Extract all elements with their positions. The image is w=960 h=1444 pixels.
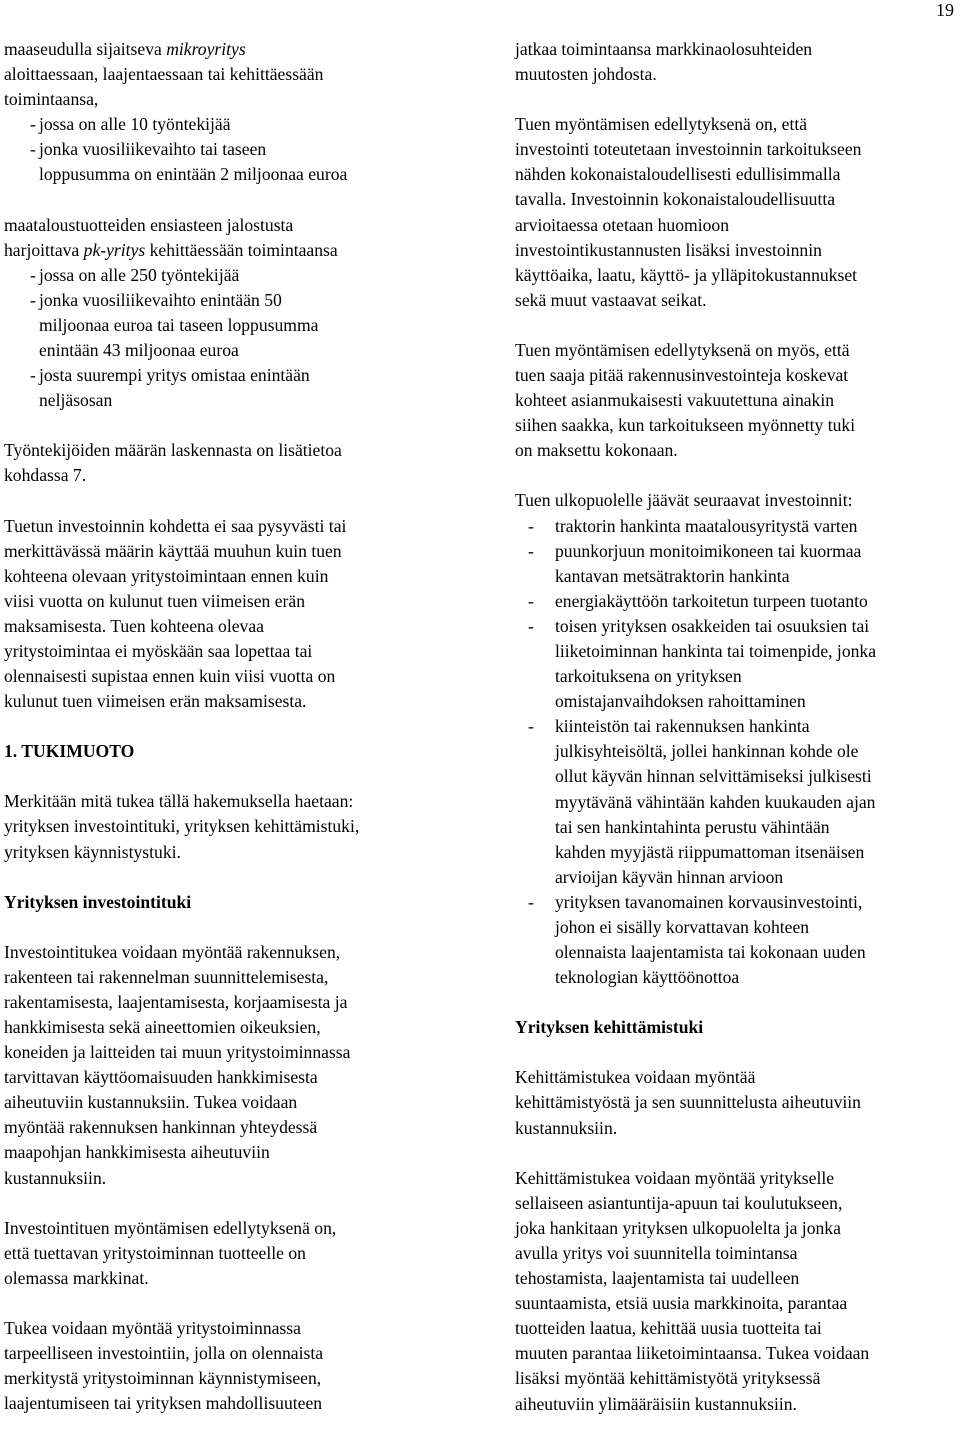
text-line: tehostamista, laajentamista tai uudelleen [515,1268,800,1289]
text-line: on maksettu kokonaan. [515,440,678,461]
text-line: Tuen myöntämisen edellytyksenä on, että [515,114,808,135]
text-line: sellaiseen asiantuntija-apuun tai koulutukseen, [515,1192,843,1213]
criteria-dash-item: - jossa on alle 10 työntekijää [4,112,474,137]
excluded-item-cont: myytävänä vähintään kahden kuukauden ajan [555,791,876,812]
text-line: kehittämistyöstä ja sen suunnittelusta aiheutuviin [515,1092,861,1113]
text-line: muuten parantaa liiketoimintaansa. Tukea voidaan [515,1343,870,1364]
text-line: Kehittämistukea voidaan myöntää [515,1067,756,1088]
criteria-dash-item-cont: miljoonaa euroa tai taseen loppusumma [39,314,319,335]
excluded-item-cont: johon ei sisälly korvattavan kohteen [555,917,810,937]
text-line: kulunut tuen viimeisen erän maksamisesta. [4,691,307,712]
text-line: Kehittämistukea voidaan myöntää yritykselle [515,1167,835,1188]
heading-tukimuoto: 1. TUKIMUOTO [4,741,135,762]
text-line: joka hankitaan yrityksen ulkopuolelta ja jonka [515,1217,841,1238]
text-line: tarpeelliseen investointiin, jolla on olennaista [4,1343,324,1364]
text-line: myöntää rakennuksen hankinnan yhteydessä [4,1117,318,1138]
text-line: tavalla. Investoinnin kokonaistaloudellisuutta [515,189,836,210]
usage-paragraph [4,514,474,715]
criteria-line: maataloustuotteiden ensiasteen jalostusta [4,214,294,235]
text-line: Tuetun investoinnin kohdetta ei saa pysyvästi tai [4,515,347,536]
criteria-dash-item: - jonka vuosiliikevaihto tai taseen [4,137,474,162]
text-line: tuen saaja pitää rakennusinvestointeja koskevat [515,365,849,386]
text-line: Tukea voidaan myöntää yritystoiminnassa [4,1317,301,1338]
criteria-line: aloittaessaan, laajentaessaan tai kehittäessään [4,64,324,85]
continuation-paragraph [515,37,960,87]
excluded-item: - yrityksen tavanomainen korvausinvestointi, [515,890,960,915]
text: maaseudulla sijaitseva [4,39,167,59]
text-line: Työntekijöiden määrän laskennasta on lisätietoa [4,440,342,461]
text-line: avulla yritys voi suunnitella toimintansa [515,1242,798,1263]
excluded-item-cont: teknologian käyttöönottoa [555,967,740,988]
criteria-dash-item-cont: loppusumma on enintään 2 miljoonaa euroa [39,164,348,185]
term-pk-yritys: pk-yritys [83,239,146,260]
text-line: muutosten johdosta. [515,64,657,85]
excluded-item: - energiakäyttöön tarkoitetun turpeen tuotanto [515,589,960,614]
excluded-item: - traktorin hankinta maatalousyritystä varten [515,514,960,539]
investment-condition-paragraph [4,1216,474,1291]
term-mikroyritys: mikroyritys [166,39,246,59]
text-line: koneiden ja laitteiden tai muun yritystoiminnassa [4,1042,351,1063]
criteria-line [4,37,474,62]
development-aid-paragraph-2 [515,1166,960,1417]
excluded-item-cont: julkisyhteisöltä, jollei hankinnan kohde ole [555,741,859,762]
micro-company-criteria [4,37,474,188]
excluded-item-cont: ollut käyvän hinnan selvittämiseksi julkisesti [555,766,872,787]
text-line: maksamisesta. Tuen kohteena olevaa [4,615,264,636]
staff-count-paragraph [4,438,474,488]
text-line: kustannuksiin. [4,1167,107,1188]
text-line: hankkimisesta sekä aineettomien oikeuksien, [4,1017,321,1037]
excluded-item: - toisen yrityksen osakkeiden tai osuuksien tai [515,614,960,639]
excluded-item-cont: olennaista laajentamista tai kokonaan uuden [555,942,866,963]
text-line: viisi vuotta on kulunut tuen viimeisen erän [4,590,306,611]
text-line: olennaisesti supistaa ennen kuin viisi vuotta on [4,666,336,687]
text: harjoittava [4,239,84,260]
excluded-item-cont: tarkoituksena on yrityksen [555,666,742,687]
investment-significance-paragraph [4,1316,474,1416]
excluded-item-cont: omistajanvaihdoksen rahoittaminen [555,691,806,712]
text-line: investointi toteutetaan investoinnin tarkoitukseen [515,139,862,160]
text-line: yrityksen käynnistystuki. [4,841,181,862]
criteria-line [4,238,474,263]
tukimuoto-paragraph [4,789,474,864]
text: kehittäessään toimintaansa [145,239,338,260]
text-line: Investointitukea voidaan myöntää rakennuksen, [4,941,341,962]
text-line: Investointituen myöntämisen edellytyksenä on, [4,1217,337,1238]
text-line: Tuen myöntämisen edellytyksenä on myös, että [515,339,850,360]
text-line: siihen saakka, kun tarkoitukseen myönnetty tuki [515,415,856,436]
development-aid-paragraph-1 [515,1065,960,1140]
text-line: aiheutuviin ylimääräisiin kustannuksiin. [515,1393,797,1414]
excluded-item-cont: tai sen hankintahinta perustu vähintään [555,816,830,837]
excluded-investments-list [515,488,960,990]
text-line: maapohjan hankkimisesta aiheutuviin [4,1142,270,1163]
excluded-item-cont: kantavan metsätraktorin hankinta [555,565,790,586]
cost-effectiveness-paragraph [515,112,960,313]
criteria-dash-item: - jossa on alle 250 työntekijää [4,263,474,288]
criteria-dash-item-cont: enintään 43 miljoonaa euroa [39,340,239,361]
text-line: sekä muut vastaavat seikat. [515,289,707,310]
text-line: arvioitaessa otetaan huomioon [515,214,729,235]
text-line: lisäksi myöntää kehittämistyötä yrityksessä [515,1368,821,1389]
text-line: yritystoimintaa ei myöskään saa lopettaa tai [4,640,313,661]
criteria-dash-item: - josta suurempi yritys omistaa enintään [4,363,474,388]
text-line: kustannuksiin. [515,1117,618,1138]
text-line: merkitystä yritystoiminnan käynnistymiseen, [4,1368,322,1389]
text-line: suuntaamista, etsiä uusia markkinoita, parantaa [515,1293,848,1314]
text-line: että tuettavan yritystoiminnan tuotteelle on [4,1242,306,1263]
text-line: kohdassa 7. [4,465,87,486]
pk-company-criteria [4,213,474,414]
page-number: 19 [936,0,954,20]
text-line: käyttöaika, laatu, käyttö- ja ylläpitokustannukset [515,264,858,285]
excluded-item: - puunkorjuun monitoimikoneen tai kuormaa [515,539,960,564]
text-line: olemassa markkinat. [4,1267,149,1288]
text-line: rakenteen tai rakennelman suunnittelemisesta, [4,966,329,987]
heading-investment-aid: Yrityksen investointituki [4,891,192,912]
text-line: investointikustannusten lisäksi investoinnin [515,239,822,260]
right-column [515,37,960,1442]
excluded-item-cont: arvioijan käyvän hinnan arvioon [555,866,784,887]
text-line: aiheutuviin kustannuksiin. Tukea voidaan [4,1092,298,1113]
left-column [4,37,474,1441]
excluded-item-cont: liiketoiminnan hankinta tai toimenpide, jonka [555,640,877,661]
criteria-line: toimintaansa, [4,89,99,110]
text-line: tuotteiden laatua, kehittää uusia tuotteita tai [515,1318,822,1339]
criteria-dash-item-cont: neljäsosan [39,390,113,411]
text-line: yrityksen investointituki, yrityksen kehittämistuki, [4,816,360,837]
text-line: tarvittavan käyttöomaisuuden hankkimisesta [4,1067,318,1088]
text-line: rakentamisesta, laajentamisesta, korjaamisesta ja [4,991,348,1012]
text-line: merkittävässä määrin käyttää muuhun kuin tuen [4,540,342,561]
criteria-dash-item: - jonka vuosiliikevaihto enintään 50 [4,288,474,313]
text-line: jatkaa toimintaansa markkinaolosuhteiden [515,39,813,59]
text-line: kohteena olevaan yritystoimintaan ennen kuin [4,565,329,586]
investment-aid-paragraph [4,940,474,1191]
excluded-item: - kiinteistön tai rakennuksen hankinta [515,714,960,739]
excluded-item-cont: kahden myyjästä riippumattoman itsenäisen [555,841,865,862]
text-line: Merkitään mitä tukea tällä hakemuksella haetaan: [4,791,354,812]
text-line: nähden kokonaistaloudellisesti edullisimmalla [515,164,841,185]
excluded-intro: Tuen ulkopuolelle jäävät seuraavat investoinnit: [515,490,853,511]
text-line: laajentumiseen tai yrityksen mahdollisuuteen [4,1393,323,1414]
insurance-paragraph [515,338,960,463]
heading-development-aid: Yrityksen kehittämistuki [515,1017,704,1038]
text-line: kohteet asianmukaisesti vakuutettuna ainakin [515,390,835,411]
